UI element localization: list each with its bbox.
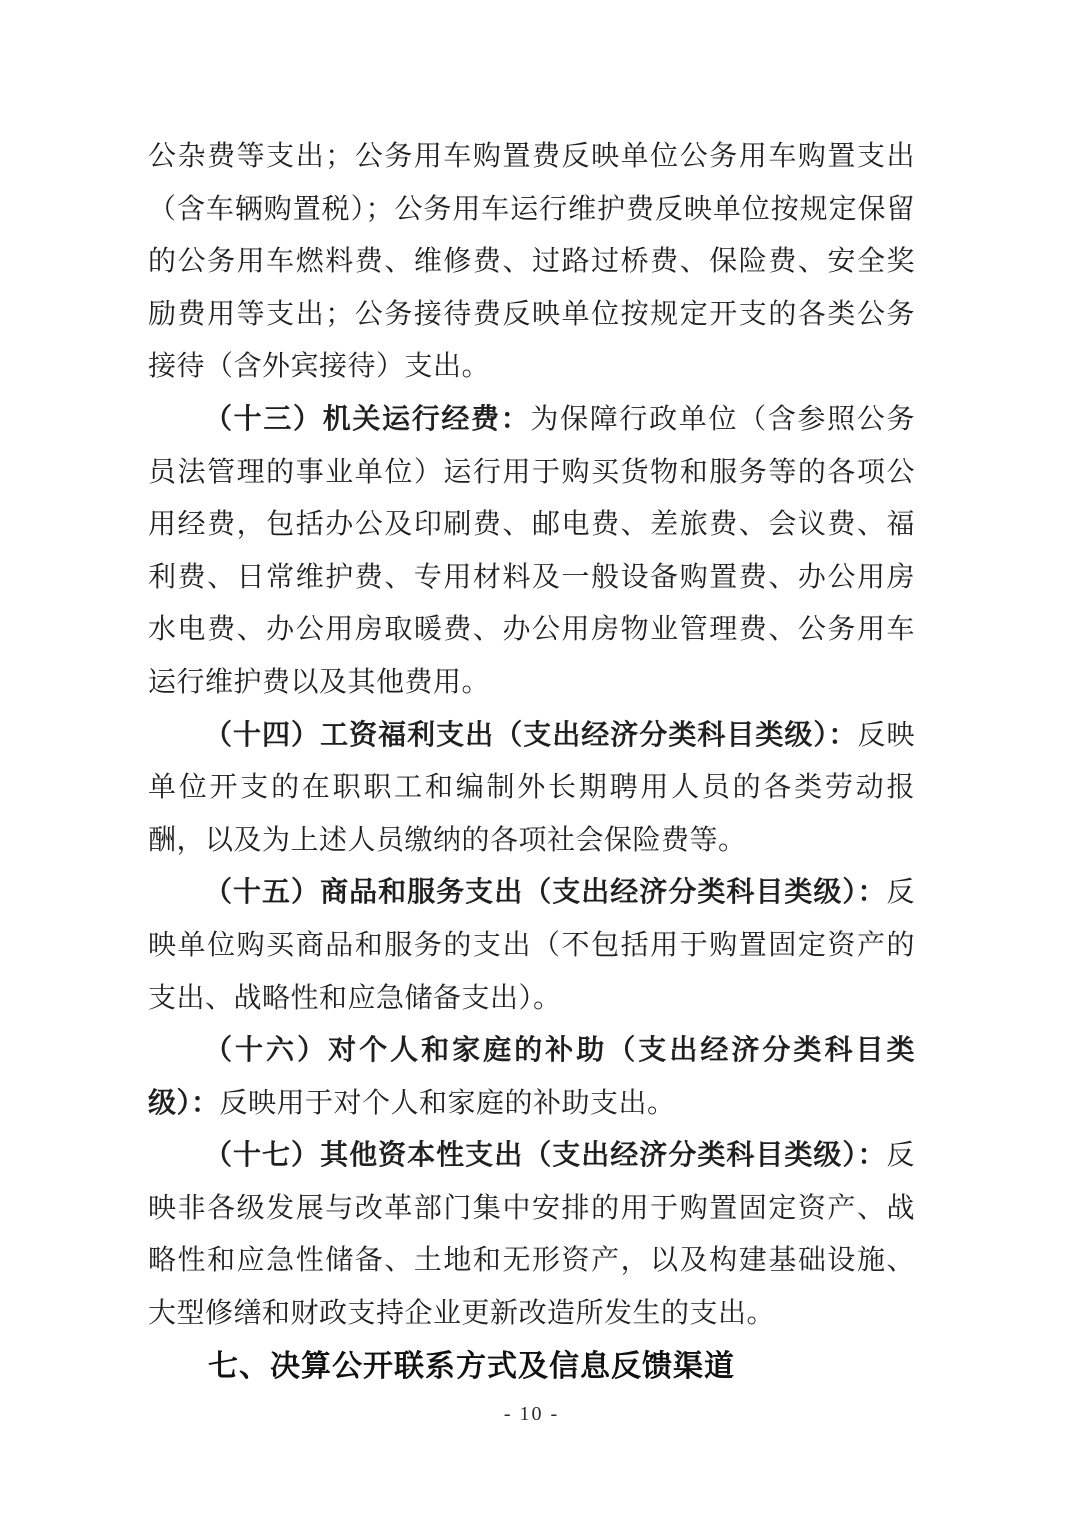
section-17-body: 反映非各级发展与改革部门集中安排的用于购置固定资产、战略性和应急性储备、土地和无形资产，以及构建基础设施、大型修缮和财政支持企业更新改造所发生的支出。 (148, 1140, 915, 1330)
section-17-lead: （十七）其他资本性支出（支出经济分类科目类级）： (204, 1140, 887, 1172)
section-16-lead: （十六）对个人和家庭的补助（支出经济分类科目类级）： (148, 1035, 915, 1119)
section-16-body: 反映用于对个人和家庭的补助支出。 (219, 1087, 676, 1119)
paragraph-section-15 (148, 867, 915, 1025)
paragraph-section-13 (148, 394, 915, 710)
section-14-body: 反映单位开支的在职职工和编制外长期聘用人员的各类劳动报酬，以及为上述人员缴纳的各项社会保险费等。 (148, 719, 915, 856)
section-13-body: 为保障行政单位（含参照公务员法管理的事业单位）运行用于购买货物和服务等的各项公用经费，包括办公及印刷费、邮电费、差旅费、会议费、福利费、日常维护费、专用材料及一般设备购置费、办公用房水电费、办公用房取暖费、办公用房物业管理费、公务用车运行维护费以及其他费用。 (148, 403, 915, 698)
paragraph-section-17 (148, 1130, 915, 1340)
paragraph-continuation (148, 131, 915, 394)
section-15-lead: （十五）商品和服务支出（支出经济分类科目类级）： (204, 877, 887, 909)
paragraph-continuation-text: 公杂费等支出；公务用车购置费反映单位公务用车购置支出（含车辆购置税）；公务用车运行维护费反映单位按规定保留的公务用车燃料费、维修费、过路过桥费、保险费、安全奖励费用等支出；公务接待费反映单位按规定开支的各类公务接待（含外宾接待）支出。 (148, 141, 915, 383)
paragraph-section-14 (148, 710, 915, 868)
section-13-lead: （十三）机关运行经费： (204, 403, 531, 435)
section-14-lead: （十四）工资福利支出（支出经济分类科目类级）： (204, 719, 858, 751)
section-15-body: 反映单位购买商品和服务的支出（不包括用于购置固定资产的支出、战略性和应急储备支出）。 (148, 877, 915, 1014)
page-number: - 10 - (503, 1403, 560, 1426)
section-heading-part7: 七、决算公开联系方式及信息反馈渠道 (208, 1349, 735, 1383)
paragraph-section-16 (148, 1025, 915, 1130)
